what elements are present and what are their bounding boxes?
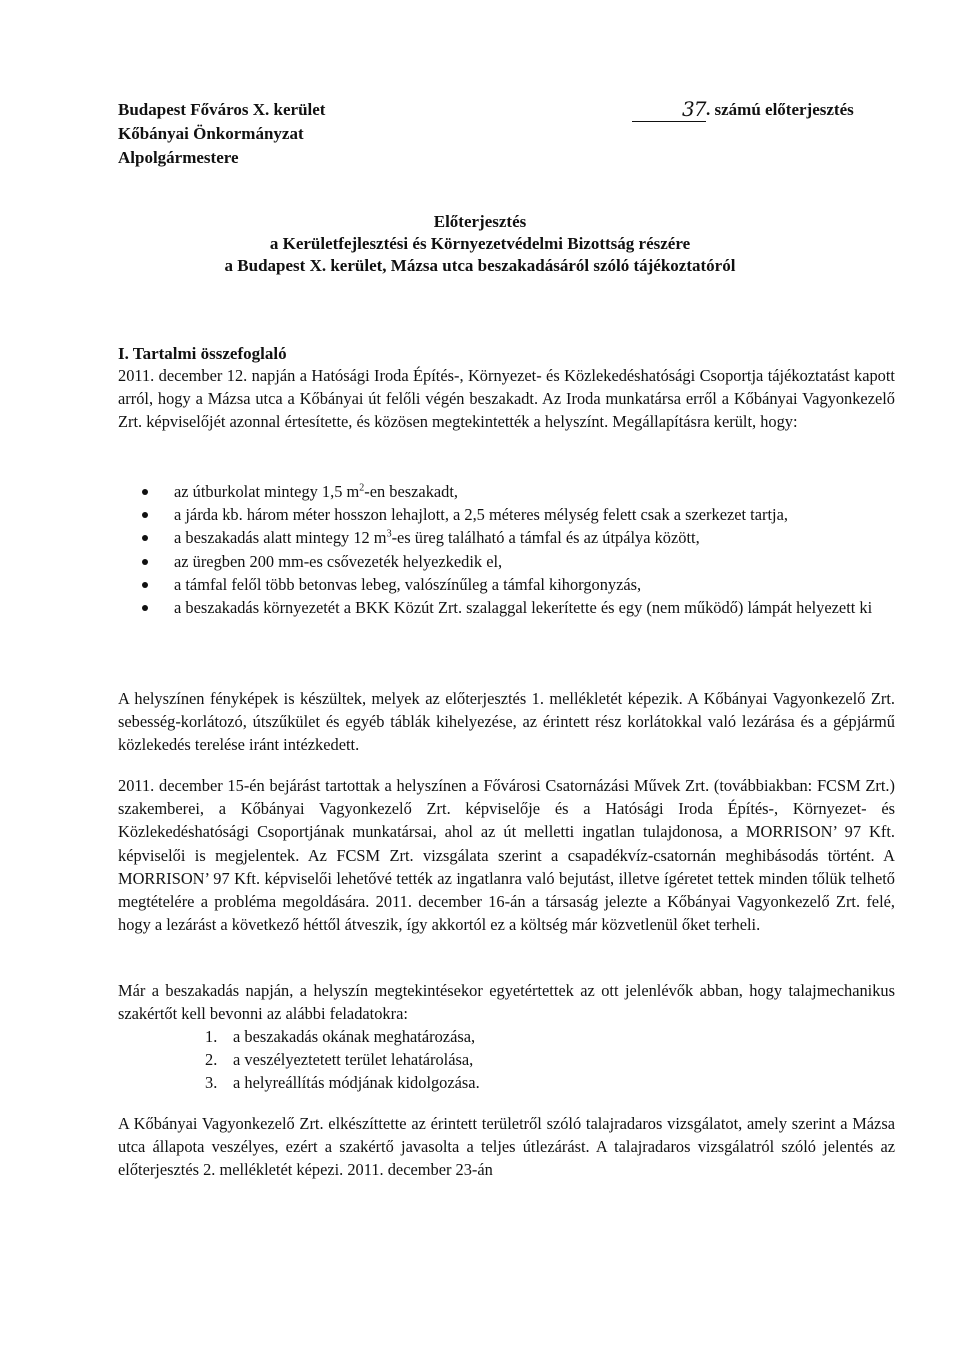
- bullet-icon: [142, 582, 148, 588]
- section-heading: I. Tartalmi összefoglaló: [118, 344, 287, 363]
- list-item: a beszakadás környezetét a BKK Közút Zrt. szalaggal lekerítette és egy (nem működő) lámpát helyezett ki: [118, 596, 895, 619]
- issuer-line-1: Budapest Főváros X. kerület: [118, 100, 326, 119]
- issuer-line-3: Alpolgármestere: [118, 148, 239, 167]
- document-number: [632, 98, 854, 122]
- list-item: [205, 1048, 805, 1071]
- list-item: a támfal felől több betonvas lebeg, valószínűleg a támfal kihorgonyzás,: [118, 573, 895, 596]
- bullet-icon: [142, 535, 148, 541]
- list-number: 2.: [205, 1050, 218, 1070]
- document-number-suffix: . számú előterjesztés: [706, 100, 854, 119]
- paragraph-1: 2011. december 12. napján a Hatósági Iroda Építés-, Környezet- és Közlekedéshatósági Csoportja tájékoztatást kapott arról, hogy a Mázsa utca a Kőbányai út felőli végén beszakadt. Az Iroda munkatársa erről a Kőbányai Vagyonkezelő Zrt. képviselőjét azonnal értesítette, és közösen megtekintették a helyszínt. Megállapításra került, hogy:: [118, 366, 895, 432]
- paragraph-4: Már a beszakadás napján, a helyszín megtekintésekor egyetértettek az ott jelenlévők abban, hogy talajmechanikus szakértőt kell bevonni az alábbi feladatokra:: [118, 981, 895, 1024]
- list-item: az üregben 200 mm-es csővezeték helyezkedik el,: [118, 550, 895, 573]
- paragraph-2: A helyszínen fényképek is készültek, melyek az előterjesztés 1. mellékletét képezik. A Kőbányai Vagyonkezelő Zrt. sebesség-korlátozó, útszűkület és egyéb táblák kihelyezése, az érintett rész korlátokkal való lezárása és a gépjármű közlekedés terelése iránt intézkedett.: [118, 689, 895, 755]
- findings-list: [118, 480, 895, 619]
- list-number: 1.: [205, 1027, 218, 1046]
- bullet-icon: [142, 512, 148, 518]
- handwritten-number: 37: [682, 97, 706, 121]
- bullet-icon: [142, 489, 148, 495]
- list-item: a járda kb. három méter hosszon lehajlott, a 2,5 méteres mélység felett csak a szerkezet tartja,: [118, 503, 895, 526]
- title-line-2: a Kerületfejlesztési és Környezetvédelmi Bizottság részére: [269, 234, 691, 253]
- title-line-3: a Budapest X. kerület, Mázsa utca beszakadásáról szóló tájékoztatóról: [224, 256, 736, 275]
- list-item: a beszakadás alatt mintegy 12 $m^3-es$ üreg található a támfal és az útpálya között,: [118, 526, 895, 549]
- paragraph-5: A Kőbányai Vagyonkezelő Zrt. elkészíttette az érintett területről szóló talajradaros vizsgálatot, amely szerint a Mázsa utca állapota veszélyes, ezért a szakértő javasolta a teljes útlezárást. A talajradaros vizsgálatról szóló jelentés az előterjesztés 2. mellékletét képezi. 2011. december 23-án: [118, 1114, 895, 1180]
- paragraph-3: 2011. december 15-én bejárást tartottak a helyszínen a Fővárosi Csatornázási Művek Zrt. (továbbiakban: FCSM Zrt.) szakemberei, a Kőbányai Vagyonkezelő Zrt. képviselője és a Hatósági Iroda Építés-, Környezet- és Közlekedéshatósági Csoportjának munkatársai, ahol az út melletti ingatlan tulajdonosa, a MORRISON’ 97 Kft. képviselői is megjelentek. Az FCSM Zrt. vizsgálata szerint a csapadékvíz-csatornán meghibásodás történt. A MORRISON’ 97 Kft. képviselői lehetővé tették az ingatlanra való bejutást, illetve ígéretet tettek minden tőlük telhető megtételére a probléma megoldására. 2011. december 16-án a társaság jelezte a Kőbányai Vagyonkezelő Zrt. felé, hogy a lezárást a következő héttől átveszik, így akkortól ez a költség már közvetlenül őket terheli.: [118, 776, 895, 935]
- list-text: a beszakadás okának meghatározása,: [233, 1027, 476, 1046]
- list-item: [205, 1071, 805, 1094]
- bullet-icon: [142, 605, 148, 611]
- issuer-block: [118, 98, 325, 170]
- bullet-icon: [142, 559, 148, 565]
- issuer-line-2: Kőbányai Önkormányzat: [118, 124, 304, 143]
- task-list: [205, 1025, 805, 1095]
- handwritten-number-field: [632, 99, 706, 122]
- list-item: [205, 1025, 805, 1048]
- list-item: az útburkolat mintegy 1,5 $m^2-en$ beszakadt,: [118, 480, 895, 503]
- list-text: a helyreállítás módjának kidolgozása.: [233, 1073, 480, 1093]
- list-text: a veszélyeztetett terület lehatárolása,: [233, 1050, 474, 1070]
- list-number: 3.: [205, 1073, 218, 1093]
- document-title: [0, 211, 960, 277]
- title-line-1: Előterjesztés: [433, 212, 527, 231]
